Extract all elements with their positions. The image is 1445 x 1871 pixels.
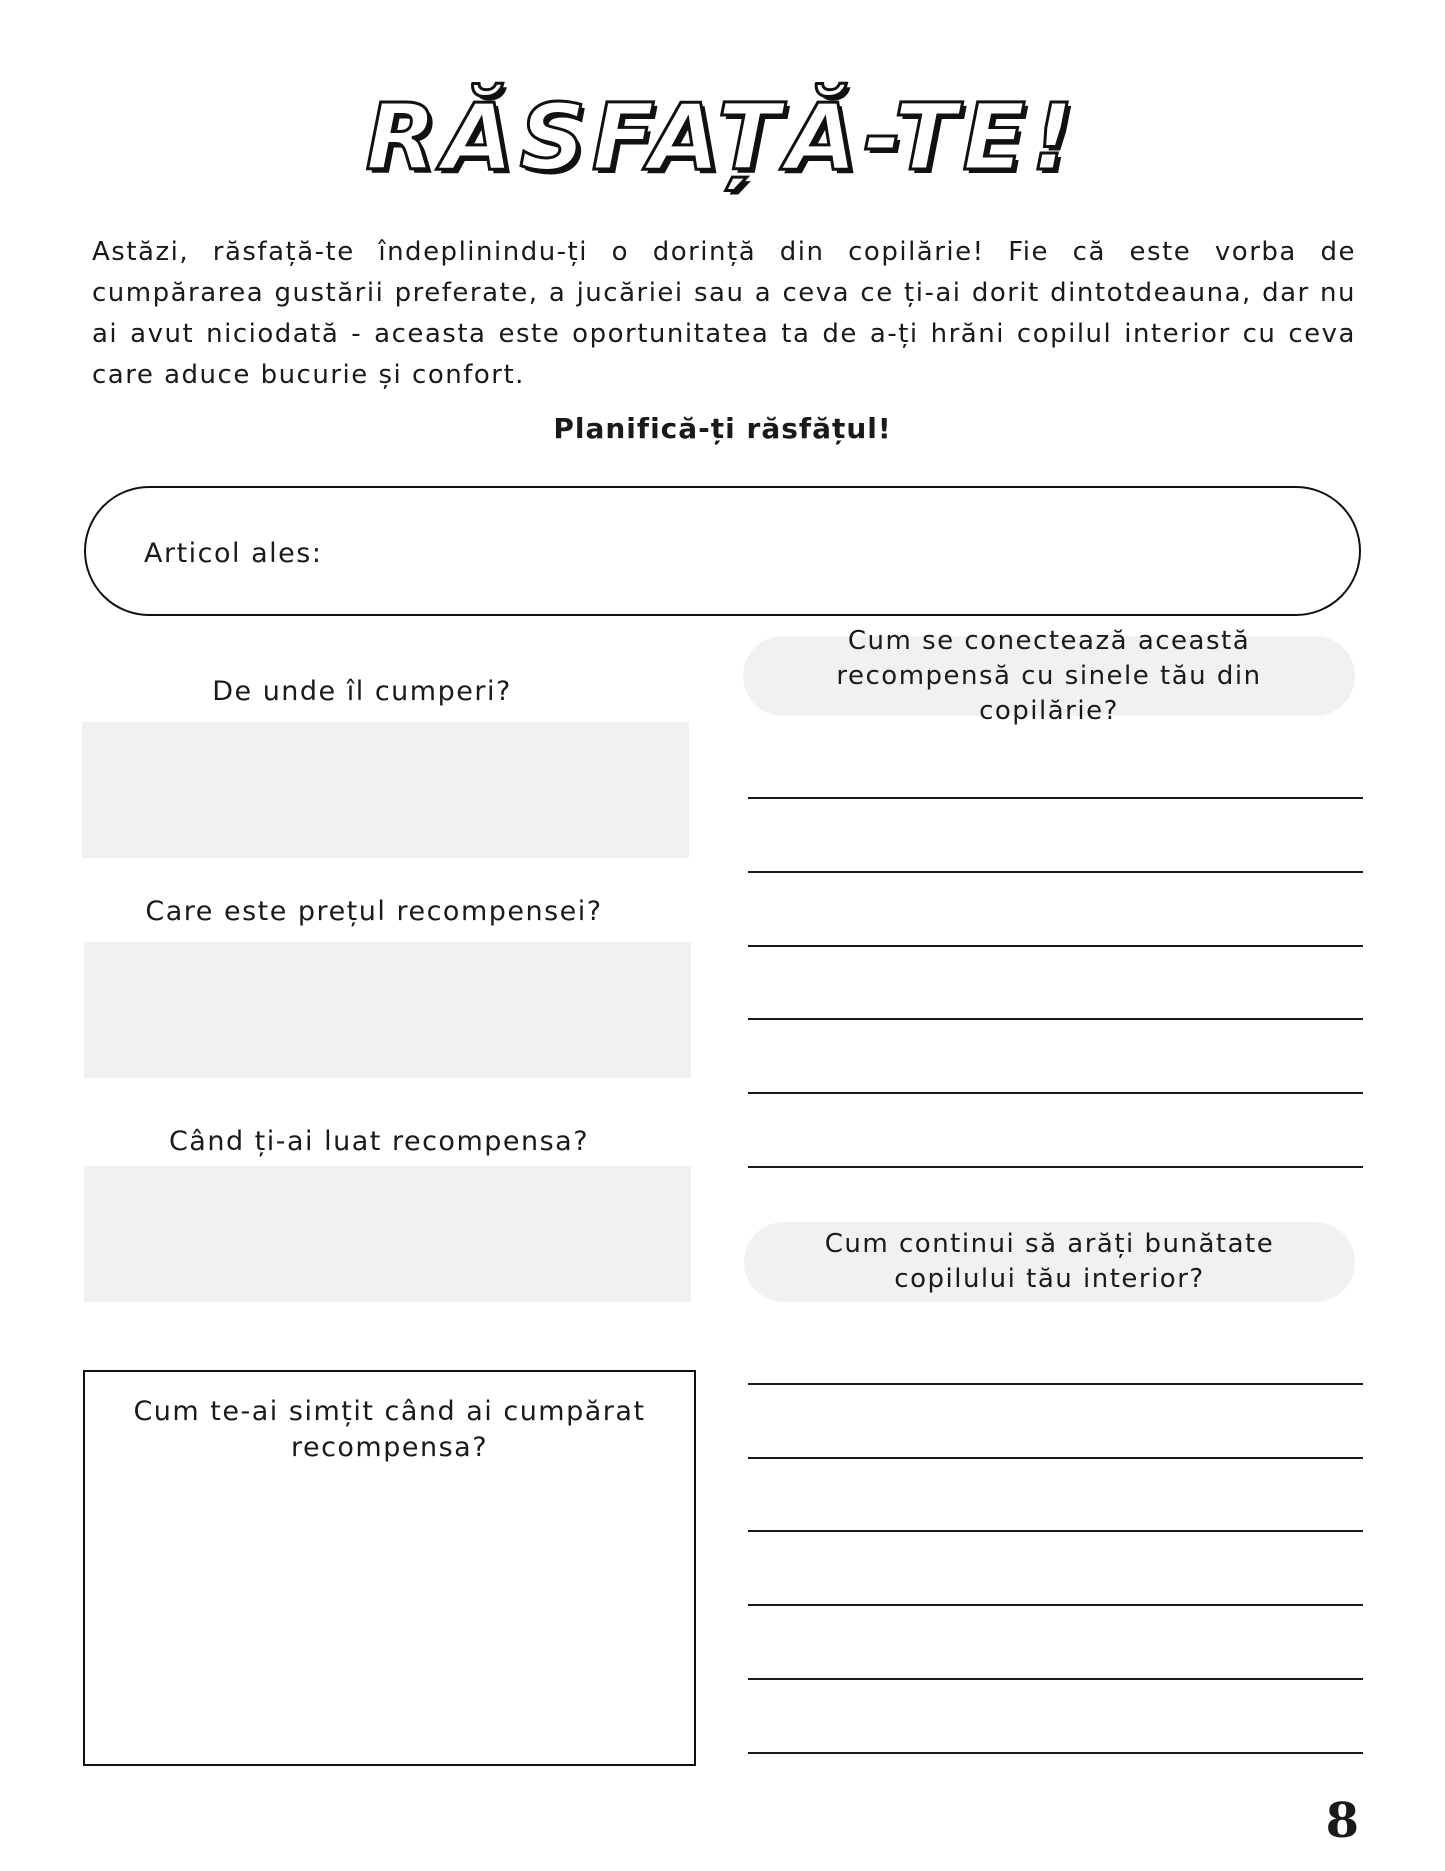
answer-line[interactable] — [748, 1092, 1363, 1094]
question-when: Când ți-ai luat recompensa? — [168, 1126, 590, 1157]
answer-line[interactable] — [748, 1752, 1363, 1754]
question-price: Care este prețul recompensei? — [145, 896, 603, 927]
question-kindness: Cum continui să arăți bunătate copilului tău interior? — [824, 1229, 1275, 1294]
answer-line[interactable] — [748, 1166, 1363, 1168]
page-number: 8 — [1325, 1793, 1359, 1849]
answer-line[interactable] — [748, 1604, 1363, 1606]
answer-line[interactable] — [748, 1383, 1363, 1385]
question-where-buy: De unde îl cumperi? — [212, 676, 512, 707]
answer-line[interactable] — [748, 1530, 1363, 1532]
section-subtitle: Planifică-ți răsfățul! — [553, 412, 892, 445]
answer-box-when[interactable] — [84, 1166, 691, 1302]
question-kindness-pill — [744, 1222, 1355, 1302]
question-feeling: Cum te-ai simțit când ai cumpărat recompensa? — [133, 1396, 646, 1463]
answer-box-where-buy[interactable] — [82, 722, 689, 858]
chosen-item-field[interactable] — [84, 486, 1361, 616]
answer-line[interactable] — [748, 945, 1363, 947]
question-connection-pill — [743, 625, 1355, 726]
answer-line[interactable] — [748, 797, 1363, 799]
page-title: RĂSFAȚĂ-TE! — [365, 84, 1080, 191]
answer-box-price[interactable] — [84, 942, 691, 1078]
answer-box-feeling[interactable] — [83, 1370, 696, 1766]
chosen-item-label: Articol ales: — [144, 538, 323, 569]
answer-line[interactable] — [748, 871, 1363, 873]
question-connection: Cum se conectează această recompensă cu sinele tău din copilărie? — [836, 625, 1262, 726]
answer-line[interactable] — [748, 1018, 1363, 1020]
intro-paragraph: Astăzi, răsfață-te îndeplinindu-ți o dorință din copilărie! Fie că este vorba de cumpărarea gustării preferate, a jucăriei sau a ceva ce ți-ai dorit dintotdeauna, dar nu ai avut niciodată - aceasta este oportunitatea ta de a-ți hrăni copilul interior cu ceva care aduce bucurie și confort. — [92, 237, 1356, 390]
answer-line[interactable] — [748, 1678, 1363, 1680]
answer-line[interactable] — [748, 1457, 1363, 1459]
